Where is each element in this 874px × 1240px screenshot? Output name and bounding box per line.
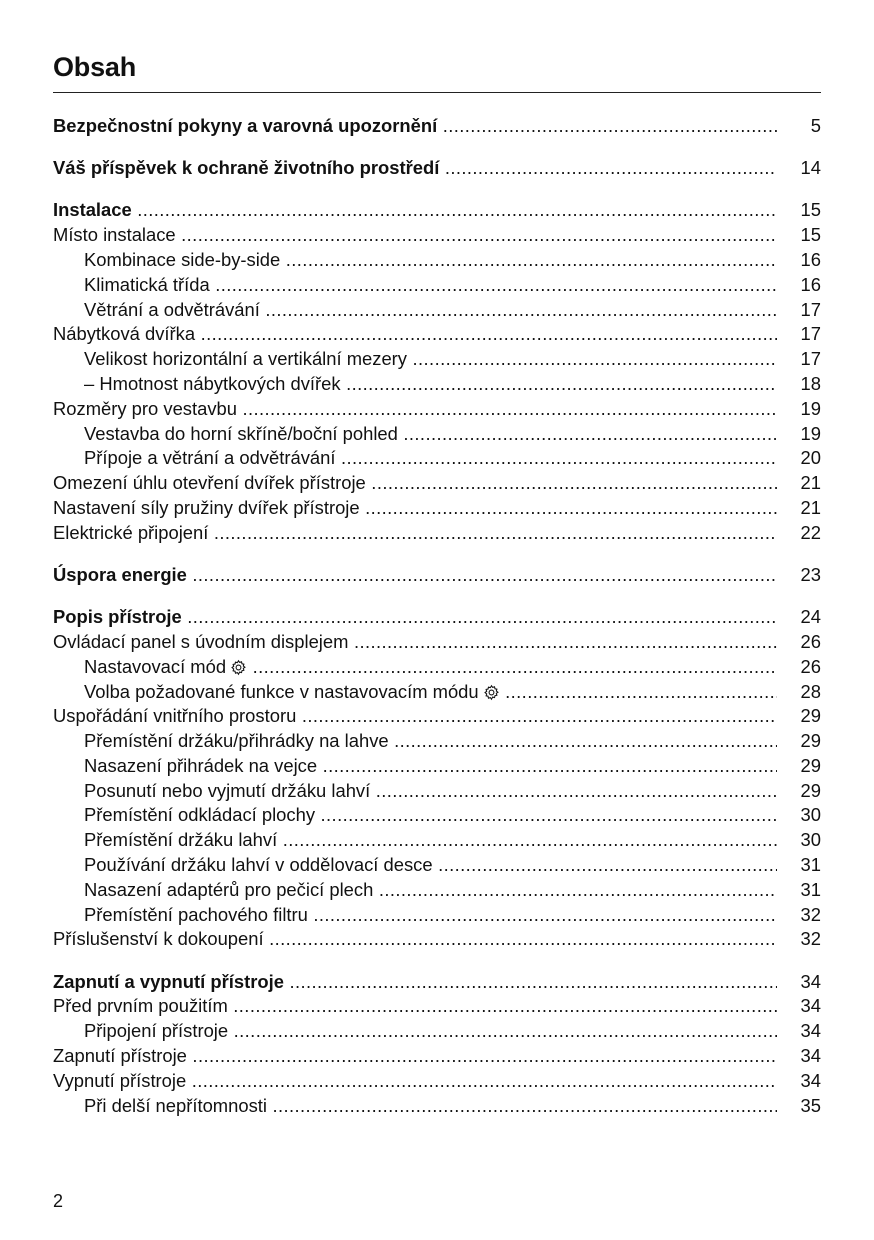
toc-section <box>53 198 821 545</box>
toc-entry-leader <box>53 1044 777 1069</box>
toc-entry-leader <box>84 803 777 828</box>
toc-section <box>53 970 821 1119</box>
toc-entry-leader <box>84 729 777 754</box>
toc-entry-label: Váš příspěvek k ochraně životního prostředí <box>53 157 440 179</box>
toc-entry-label: Místo instalace <box>53 224 176 246</box>
toc-entry-page: 21 <box>800 496 821 518</box>
toc-entry-page: 29 <box>800 705 821 727</box>
toc-entry-leader <box>53 563 777 588</box>
toc-entry[interactable] <box>53 655 821 680</box>
toc-entry-page: 19 <box>800 422 821 444</box>
toc-entry-page: 5 <box>810 115 821 136</box>
toc-entry[interactable] <box>53 680 821 705</box>
toc-entry-leader <box>53 496 777 521</box>
toc-entry-label: Klimatická třída <box>84 273 210 295</box>
toc-entry-leader <box>84 903 777 928</box>
toc-entry-page: 32 <box>800 903 821 925</box>
toc-entry-page: 19 <box>800 397 821 419</box>
toc-entry[interactable] <box>53 704 821 729</box>
toc-entry-label: Přemístění odkládací plochy <box>84 804 316 826</box>
toc-entry-label: Větrání a odvětrávání <box>84 298 260 320</box>
toc-entry-page: 17 <box>800 348 821 370</box>
toc-entry-page: 22 <box>800 521 821 543</box>
toc-section <box>53 156 821 181</box>
toc-section-heading[interactable] <box>53 605 821 630</box>
toc-entry-label: Nasazení přihrádek na vejce <box>84 754 318 776</box>
toc-entry-label: – Hmotnost nábytkových dvířek <box>84 372 341 394</box>
toc-entry-page: 23 <box>800 563 821 585</box>
toc-entry[interactable] <box>53 372 821 397</box>
toc-section-heading[interactable] <box>53 156 821 181</box>
title-divider <box>53 92 821 93</box>
toc-entry-leader <box>84 446 777 471</box>
toc-entry-page: 15 <box>800 199 821 221</box>
toc-entry-page: 34 <box>800 1020 821 1042</box>
page-title: Obsah <box>53 52 137 82</box>
toc-entry-leader <box>53 630 777 655</box>
toc-entry-page: 34 <box>800 970 821 992</box>
toc-entry-page: 20 <box>800 447 821 469</box>
table-of-contents <box>53 114 821 1136</box>
toc-entry-leader <box>53 471 777 496</box>
toc-entry[interactable] <box>53 446 821 471</box>
toc-entry-page: 30 <box>800 804 821 826</box>
toc-entry-page: 29 <box>800 779 821 801</box>
toc-entry-label: Kombinace side-by-side <box>84 248 281 270</box>
toc-entry-page: 28 <box>800 680 821 702</box>
toc-entry[interactable] <box>53 927 821 952</box>
toc-entry-leader <box>84 779 777 804</box>
toc-entry[interactable] <box>53 322 821 347</box>
toc-entry-page: 34 <box>800 1045 821 1067</box>
toc-entry[interactable] <box>53 521 821 546</box>
toc-entry-page: 16 <box>800 273 821 295</box>
toc-entry[interactable] <box>53 828 821 853</box>
toc-entry[interactable] <box>53 298 821 323</box>
toc-entry-page: 16 <box>800 248 821 270</box>
toc-entry[interactable] <box>53 347 821 372</box>
toc-entry[interactable] <box>53 994 821 1019</box>
toc-entry-leader <box>53 114 777 139</box>
toc-entry-page: 32 <box>800 928 821 950</box>
toc-entry-label: Omezení úhlu otevření dvířek přístroje <box>53 472 366 494</box>
toc-entry-page: 17 <box>800 323 821 345</box>
toc-section <box>53 605 821 952</box>
toc-entry-leader <box>53 605 777 630</box>
toc-entry[interactable] <box>53 1044 821 1069</box>
toc-entry-label: Bezpečnostní pokyny a varovná upozornění <box>53 115 438 136</box>
toc-entry-leader <box>53 521 777 546</box>
toc-entry-label: Volba požadované funkce v nastavovacím módu <box>84 680 479 702</box>
toc-entry-page: 31 <box>800 878 821 900</box>
toc-entry-leader <box>53 322 777 347</box>
toc-entry[interactable] <box>53 496 821 521</box>
toc-section <box>53 563 821 588</box>
toc-entry-leader <box>53 994 777 1019</box>
toc-entry-leader <box>53 927 777 952</box>
toc-entry[interactable] <box>53 422 821 447</box>
toc-entry-page: 18 <box>800 372 821 394</box>
toc-entry[interactable] <box>53 1019 821 1044</box>
toc-entry-leader <box>84 273 777 298</box>
toc-entry-leader <box>53 198 777 223</box>
toc-section-heading[interactable] <box>53 563 821 588</box>
toc-entry-label: Nastavení síly pružiny dvířek přístroje <box>53 496 360 518</box>
toc-entry-leader <box>53 156 777 181</box>
toc-entry[interactable] <box>53 803 821 828</box>
toc-entry-label: Zapnutí a vypnutí přístroje <box>53 970 284 992</box>
toc-entry-page: 26 <box>800 630 821 652</box>
toc-entry-label: Ovládací panel s úvodním displejem <box>53 630 349 652</box>
toc-entry[interactable] <box>53 471 821 496</box>
toc-entry-label: Velikost horizontální a vertikální mezery <box>84 348 408 370</box>
toc-entry-page: 29 <box>800 754 821 776</box>
toc-entry-page: 21 <box>800 472 821 494</box>
toc-entry-leader <box>53 1069 777 1094</box>
toc-section-heading[interactable] <box>53 970 821 995</box>
page-number: 2 <box>53 1191 64 1211</box>
toc-entry[interactable] <box>53 1094 821 1119</box>
toc-entry-label: Před prvním použitím <box>53 995 228 1017</box>
toc-entry-leader <box>84 655 777 680</box>
toc-entry-page: 31 <box>800 854 821 876</box>
toc-entry-label: Elektrické připojení <box>53 521 209 543</box>
toc-entry-label: Úspora energie <box>53 563 187 585</box>
toc-entry-label: Vypnutí přístroje <box>53 1069 187 1091</box>
toc-entry-page: 24 <box>800 606 821 628</box>
toc-entry-page: 15 <box>800 224 821 246</box>
toc-entry-leader <box>84 248 777 273</box>
toc-entry-label: Přípoje a větrání a odvětrávání <box>84 447 336 469</box>
toc-entry-leader <box>84 422 777 447</box>
toc-entry-leader <box>84 828 777 853</box>
settings-gear-icon <box>230 658 247 680</box>
toc-entry[interactable] <box>53 248 821 273</box>
toc-entry-label: Vestavba do horní skříně/boční pohled <box>84 422 398 444</box>
toc-entry-label: Nastavovací mód <box>84 655 227 677</box>
toc-entry-leader <box>84 298 777 323</box>
toc-section-heading[interactable] <box>53 198 821 223</box>
toc-entry-leader <box>53 704 777 729</box>
toc-entry[interactable] <box>53 223 821 248</box>
settings-gear-icon <box>483 683 500 705</box>
toc-entry-page: 34 <box>800 995 821 1017</box>
toc-entry-page: 35 <box>800 1094 821 1116</box>
toc-entry-label: Přemístění pachového filtru <box>84 903 308 925</box>
toc-entry[interactable] <box>53 878 821 903</box>
toc-entry-leader <box>53 397 777 422</box>
toc-entry-page: 34 <box>800 1069 821 1091</box>
toc-entry-label: Připojení přístroje <box>84 1020 229 1042</box>
toc-section <box>53 114 821 139</box>
toc-entry-page: 26 <box>800 655 821 677</box>
toc-entry[interactable] <box>53 903 821 928</box>
toc-entry-label: Přemístění držáku lahví <box>84 829 278 851</box>
toc-entry[interactable] <box>53 853 821 878</box>
toc-entry-leader <box>84 1094 777 1119</box>
toc-entry[interactable] <box>53 729 821 754</box>
toc-entry-label: Instalace <box>53 199 132 221</box>
toc-entry-label: Uspořádání vnitřního prostoru <box>53 705 297 727</box>
toc-entry-label: Popis přístroje <box>53 606 182 628</box>
toc-entry-leader <box>84 853 777 878</box>
toc-section-heading[interactable] <box>53 114 821 139</box>
toc-entry[interactable] <box>53 754 821 779</box>
toc-entry-label: Používání držáku lahví v oddělovací desce <box>84 854 433 876</box>
toc-entry-leader <box>84 372 777 397</box>
toc-entry[interactable] <box>53 630 821 655</box>
toc-entry-label: Nábytková dvířka <box>53 323 196 345</box>
toc-entry-label: Nasazení adaptérů pro pečicí plech <box>84 878 374 900</box>
toc-entry[interactable] <box>53 1069 821 1094</box>
toc-entry-leader <box>84 878 777 903</box>
toc-entry-page: 29 <box>800 730 821 752</box>
toc-entry-leader <box>84 1019 777 1044</box>
toc-entry-page: 17 <box>800 298 821 320</box>
toc-entry[interactable] <box>53 397 821 422</box>
toc-entry[interactable] <box>53 273 821 298</box>
toc-entry-page: 30 <box>800 829 821 851</box>
toc-entry-leader <box>53 970 777 995</box>
toc-entry-label: Přemístění držáku/přihrádky na lahve <box>84 730 389 752</box>
toc-entry-leader <box>84 680 777 705</box>
toc-entry-label: Zapnutí přístroje <box>53 1045 187 1067</box>
toc-entry-leader <box>84 754 777 779</box>
toc-entry-label: Příslušenství k dokoupení <box>53 928 264 950</box>
toc-entry-label: Rozměry pro vestavbu <box>53 397 237 419</box>
toc-entry-leader <box>84 347 777 372</box>
toc-entry-label: Při delší nepřítomnosti <box>84 1094 267 1116</box>
toc-entry-leader <box>53 223 777 248</box>
toc-entry-page: 14 <box>800 157 821 179</box>
toc-entry-label: Posunutí nebo vyjmutí držáku lahví <box>84 779 371 801</box>
toc-entry[interactable] <box>53 779 821 804</box>
